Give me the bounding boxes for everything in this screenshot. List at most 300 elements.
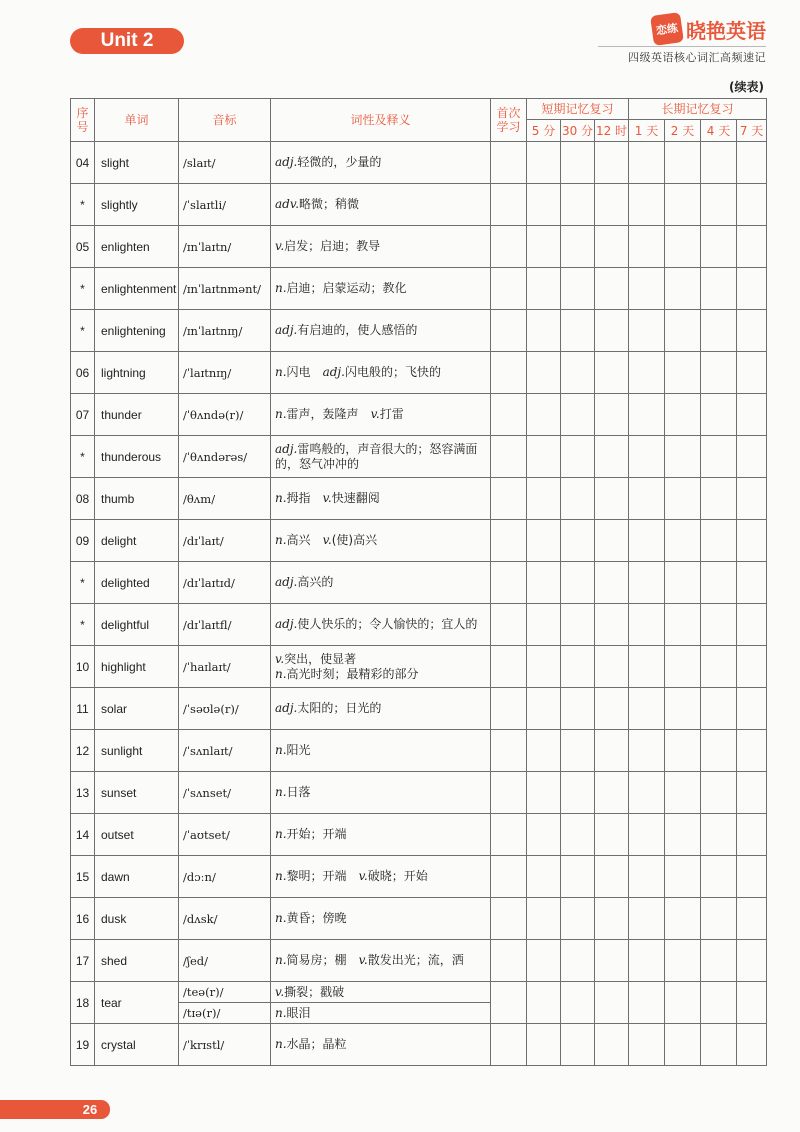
word-cell: sunlight (95, 730, 179, 772)
phonetic-cell: /ˈθʌndərəs/ (179, 436, 271, 478)
word-cell: delighted (95, 562, 179, 604)
review-checkbox-cell[interactable] (595, 772, 629, 814)
col-word-header: 单词 (95, 99, 179, 142)
review-checkbox-cell[interactable] (561, 982, 595, 1024)
definition-cell (271, 268, 491, 310)
phonetic-cell: /ˈlaɪtnɪŋ/ (179, 352, 271, 394)
review-checkbox-cell[interactable] (527, 520, 561, 562)
review-checkbox-cell[interactable] (665, 226, 701, 268)
table-row (71, 268, 767, 310)
phonetic-cell: /dɪˈlaɪtɪd/ (179, 562, 271, 604)
review-checkbox-cell[interactable] (629, 310, 665, 352)
review-checkbox-cell[interactable] (665, 814, 701, 856)
review-checkbox-cell[interactable] (701, 310, 737, 352)
part-of-speech: v. (358, 869, 368, 883)
phonetic-cell: /ʃed/ (179, 940, 271, 982)
review-checkbox-cell[interactable] (595, 1024, 629, 1066)
meaning-text: 快速翻阅 (331, 491, 380, 505)
review-checkbox-cell[interactable] (629, 268, 665, 310)
review-checkbox-cell[interactable] (701, 268, 737, 310)
word-cell: shed (95, 940, 179, 982)
review-checkbox-cell[interactable] (737, 226, 767, 268)
phonetic-cell: /ˈkrɪstl/ (179, 1024, 271, 1066)
word-cell: delight (95, 520, 179, 562)
review-checkbox-cell[interactable] (629, 688, 665, 730)
table-row (71, 562, 767, 604)
row-number: 04 (71, 142, 95, 184)
review-checkbox-cell[interactable] (665, 184, 701, 226)
meaning-text: 雷声，轰隆声 (286, 407, 359, 421)
review-checkbox-cell[interactable] (491, 898, 527, 940)
brand (652, 14, 766, 44)
review-checkbox-cell[interactable] (665, 856, 701, 898)
review-checkbox-cell[interactable] (629, 394, 665, 436)
review-checkbox-cell[interactable] (665, 898, 701, 940)
meaning-text: 黎明；开端 (286, 869, 347, 883)
phonetic-cell: /dɪˈlaɪt/ (179, 520, 271, 562)
phonetic-cell: /ɪnˈlaɪtnɪŋ/ (179, 310, 271, 352)
review-checkbox-cell[interactable] (701, 184, 737, 226)
review-checkbox-cell[interactable] (629, 982, 665, 1024)
part-of-speech: v. (275, 984, 285, 999)
review-checkbox-cell[interactable] (561, 226, 595, 268)
part-of-speech: n. (275, 491, 287, 505)
word-cell: thunderous (95, 436, 179, 478)
review-checkbox-cell[interactable] (737, 604, 767, 646)
meaning-text: 太阳的；日光的 (297, 701, 382, 715)
definition-cell (271, 688, 491, 730)
review-checkbox-cell[interactable] (665, 478, 701, 520)
review-checkbox-cell[interactable] (527, 940, 561, 982)
row-number: 09 (71, 520, 95, 562)
review-checkbox-cell[interactable] (595, 814, 629, 856)
review-checkbox-cell[interactable] (737, 520, 767, 562)
col-ipa-header: 音标 (179, 99, 271, 142)
review-checkbox-cell[interactable] (561, 1024, 595, 1066)
review-checkbox-cell[interactable] (595, 394, 629, 436)
review-checkbox-cell[interactable] (701, 478, 737, 520)
review-checkbox-cell[interactable] (491, 478, 527, 520)
review-checkbox-cell[interactable] (527, 1024, 561, 1066)
review-checkbox-cell[interactable] (491, 394, 527, 436)
definition-cell (271, 940, 491, 982)
interval-12h: 12 时 (595, 120, 629, 142)
review-checkbox-cell[interactable] (595, 646, 629, 688)
review-checkbox-cell[interactable] (595, 352, 629, 394)
review-checkbox-cell[interactable] (737, 142, 767, 184)
part-of-speech: n. (275, 1005, 287, 1020)
review-checkbox-cell[interactable] (737, 856, 767, 898)
review-checkbox-cell[interactable] (665, 604, 701, 646)
review-checkbox-cell[interactable] (527, 310, 561, 352)
review-checkbox-cell[interactable] (595, 604, 629, 646)
review-checkbox-cell[interactable] (737, 352, 767, 394)
table-row (71, 982, 767, 1003)
word-cell: lightning (95, 352, 179, 394)
col-long-term-header: 长期记忆复习 (629, 99, 767, 120)
review-checkbox-cell[interactable] (701, 142, 737, 184)
review-checkbox-cell[interactable] (701, 814, 737, 856)
review-checkbox-cell[interactable] (527, 730, 561, 772)
phonetic-cell: /slaɪt/ (179, 142, 271, 184)
review-checkbox-cell[interactable] (595, 982, 629, 1024)
review-checkbox-cell[interactable] (491, 226, 527, 268)
review-checkbox-cell[interactable] (595, 730, 629, 772)
review-checkbox-cell[interactable] (561, 562, 595, 604)
review-checkbox-cell[interactable] (595, 310, 629, 352)
review-checkbox-cell[interactable] (737, 646, 767, 688)
word-cell: tear (95, 982, 179, 1024)
review-checkbox-cell[interactable] (595, 562, 629, 604)
meaning-text: 雷鸣般的，声音很大的；怒容满面的，怒气冲冲的 (275, 441, 478, 471)
review-checkbox-cell[interactable] (527, 478, 561, 520)
review-checkbox-cell[interactable] (629, 352, 665, 394)
meaning-text: 突出，使显著 (284, 651, 357, 666)
footer-bar (0, 1100, 72, 1119)
row-number: * (71, 436, 95, 478)
review-checkbox-cell[interactable] (629, 436, 665, 478)
row-number: * (71, 268, 95, 310)
review-checkbox-cell[interactable] (527, 772, 561, 814)
meaning-text: 高兴 (286, 533, 311, 547)
review-checkbox-cell[interactable] (491, 520, 527, 562)
review-checkbox-cell[interactable] (527, 268, 561, 310)
review-checkbox-cell[interactable] (491, 142, 527, 184)
review-checkbox-cell[interactable] (701, 1024, 737, 1066)
review-checkbox-cell[interactable] (737, 436, 767, 478)
review-checkbox-cell[interactable] (527, 184, 561, 226)
review-checkbox-cell[interactable] (629, 562, 665, 604)
word-cell: enlightening (95, 310, 179, 352)
interval-4day: 4 天 (701, 120, 737, 142)
review-checkbox-cell[interactable] (595, 184, 629, 226)
review-checkbox-cell[interactable] (491, 352, 527, 394)
review-checkbox-cell[interactable] (665, 646, 701, 688)
review-checkbox-cell[interactable] (491, 436, 527, 478)
review-checkbox-cell[interactable] (665, 352, 701, 394)
review-checkbox-cell[interactable] (701, 898, 737, 940)
review-checkbox-cell[interactable] (737, 772, 767, 814)
row-number: 08 (71, 478, 95, 520)
part-of-speech: n. (275, 743, 287, 757)
review-checkbox-cell[interactable] (491, 562, 527, 604)
review-checkbox-cell[interactable] (595, 142, 629, 184)
meaning-text: 撕裂；戳破 (284, 984, 345, 999)
review-checkbox-cell[interactable] (561, 310, 595, 352)
meaning-text: 启迪；启蒙运动；教化 (286, 281, 407, 295)
review-checkbox-cell[interactable] (737, 940, 767, 982)
review-checkbox-cell[interactable] (527, 142, 561, 184)
review-checkbox-cell[interactable] (527, 646, 561, 688)
meaning-text: 轻微的，少量的 (297, 155, 382, 169)
review-checkbox-cell[interactable] (665, 688, 701, 730)
review-checkbox-cell[interactable] (665, 772, 701, 814)
interval-7day: 7 天 (737, 120, 767, 142)
meaning-text: 阳光 (286, 743, 311, 757)
review-checkbox-cell[interactable] (665, 520, 701, 562)
definition-cell (271, 478, 491, 520)
review-checkbox-cell[interactable] (701, 604, 737, 646)
review-checkbox-cell[interactable] (491, 688, 527, 730)
part-of-speech: adv. (275, 197, 300, 211)
part-of-speech: adj. (275, 701, 298, 715)
review-checkbox-cell[interactable] (561, 520, 595, 562)
col-short-term-header: 短期记忆复习 (527, 99, 629, 120)
review-checkbox-cell[interactable] (737, 478, 767, 520)
part-of-speech: adj. (275, 155, 298, 169)
review-checkbox-cell[interactable] (701, 688, 737, 730)
meaning-text: 眼泪 (286, 1005, 311, 1020)
review-checkbox-cell[interactable] (491, 604, 527, 646)
part-of-speech: v. (358, 953, 368, 967)
review-checkbox-cell[interactable] (527, 688, 561, 730)
meaning-text: 破晓；开始 (367, 869, 428, 883)
definition-cell (271, 646, 491, 688)
review-checkbox-cell[interactable] (701, 772, 737, 814)
review-checkbox-cell[interactable] (629, 1024, 665, 1066)
review-checkbox-cell[interactable] (629, 604, 665, 646)
part-of-speech: v. (322, 533, 332, 547)
review-checkbox-cell[interactable] (737, 394, 767, 436)
review-checkbox-cell[interactable] (701, 856, 737, 898)
review-checkbox-cell[interactable] (595, 226, 629, 268)
review-checkbox-cell[interactable] (561, 184, 595, 226)
review-checkbox-cell[interactable] (561, 352, 595, 394)
review-checkbox-cell[interactable] (665, 562, 701, 604)
review-checkbox-cell[interactable] (629, 646, 665, 688)
phonetic-cell: /ˈsʌnlaɪt/ (179, 730, 271, 772)
review-checkbox-cell[interactable] (561, 772, 595, 814)
review-checkbox-cell[interactable] (527, 898, 561, 940)
row-number: 16 (71, 898, 95, 940)
table-row (71, 352, 767, 394)
definition-cell (271, 730, 491, 772)
review-checkbox-cell[interactable] (527, 352, 561, 394)
review-checkbox-cell[interactable] (491, 940, 527, 982)
review-checkbox-cell[interactable] (561, 478, 595, 520)
table-row (71, 772, 767, 814)
word-cell: highlight (95, 646, 179, 688)
review-checkbox-cell[interactable] (701, 394, 737, 436)
review-checkbox-cell[interactable] (491, 1024, 527, 1066)
review-checkbox-cell[interactable] (561, 856, 595, 898)
review-checkbox-cell[interactable] (491, 646, 527, 688)
word-cell: slight (95, 142, 179, 184)
meaning-text: 闪电 (286, 365, 311, 379)
vocabulary-table (70, 98, 767, 1066)
review-checkbox-cell[interactable] (665, 142, 701, 184)
meaning-text: 开始；开端 (286, 827, 347, 841)
row-number: 14 (71, 814, 95, 856)
review-checkbox-cell[interactable] (629, 772, 665, 814)
review-checkbox-cell[interactable] (665, 436, 701, 478)
review-checkbox-cell[interactable] (665, 394, 701, 436)
part-of-speech: v. (370, 407, 380, 421)
review-checkbox-cell[interactable] (701, 730, 737, 772)
definition-cell (271, 394, 491, 436)
definition-cell (271, 856, 491, 898)
review-checkbox-cell[interactable] (665, 982, 701, 1024)
header-rule (598, 46, 766, 47)
part-of-speech: n. (275, 533, 287, 547)
review-checkbox-cell[interactable] (737, 184, 767, 226)
review-checkbox-cell[interactable] (737, 814, 767, 856)
review-checkbox-cell[interactable] (737, 1024, 767, 1066)
review-checkbox-cell[interactable] (561, 688, 595, 730)
table-row (71, 814, 767, 856)
series-title: 四级英语核心词汇高频速记 (628, 51, 766, 64)
review-checkbox-cell[interactable] (527, 856, 561, 898)
definition-cell (271, 1024, 491, 1066)
review-checkbox-cell[interactable] (701, 562, 737, 604)
meaning-text: 高光时刻；最精彩的部分 (286, 666, 419, 681)
review-checkbox-cell[interactable] (491, 310, 527, 352)
review-checkbox-cell[interactable] (595, 688, 629, 730)
review-checkbox-cell[interactable] (701, 520, 737, 562)
review-checkbox-cell[interactable] (629, 940, 665, 982)
review-checkbox-cell[interactable] (595, 478, 629, 520)
table-row (71, 730, 767, 772)
row-number: 12 (71, 730, 95, 772)
review-checkbox-cell[interactable] (701, 982, 737, 1024)
review-checkbox-cell[interactable] (629, 478, 665, 520)
row-number: 10 (71, 646, 95, 688)
definition-cell (271, 184, 491, 226)
phonetic-cell: /ɪnˈlaɪtnmənt/ (179, 268, 271, 310)
row-number: 13 (71, 772, 95, 814)
part-of-speech: v. (322, 491, 332, 505)
review-checkbox-cell[interactable] (561, 940, 595, 982)
review-checkbox-cell[interactable] (595, 520, 629, 562)
phonetic-cell: /ˈslaɪtli/ (179, 184, 271, 226)
review-checkbox-cell[interactable] (737, 310, 767, 352)
review-checkbox-cell[interactable] (527, 814, 561, 856)
review-checkbox-cell[interactable] (491, 730, 527, 772)
review-checkbox-cell[interactable] (491, 856, 527, 898)
meaning-text: 简易房；棚 (286, 953, 347, 967)
review-checkbox-cell[interactable] (629, 814, 665, 856)
table-row (71, 604, 767, 646)
word-cell: crystal (95, 1024, 179, 1066)
review-checkbox-cell[interactable] (665, 730, 701, 772)
definition-cell (271, 772, 491, 814)
definition-cell (271, 604, 491, 646)
review-checkbox-cell[interactable] (665, 268, 701, 310)
review-checkbox-cell[interactable] (701, 436, 737, 478)
review-checkbox-cell[interactable] (491, 772, 527, 814)
review-checkbox-cell[interactable] (527, 562, 561, 604)
definition-cell (271, 814, 491, 856)
review-checkbox-cell[interactable] (561, 646, 595, 688)
meaning-text: 有启迪的，使人感悟的 (297, 323, 418, 337)
meaning-text: 日落 (286, 785, 311, 799)
review-checkbox-cell[interactable] (737, 688, 767, 730)
review-checkbox-cell[interactable] (665, 940, 701, 982)
review-checkbox-cell[interactable] (737, 268, 767, 310)
review-checkbox-cell[interactable] (561, 394, 595, 436)
part-of-speech: v. (275, 239, 285, 253)
review-checkbox-cell[interactable] (527, 436, 561, 478)
word-cell: thumb (95, 478, 179, 520)
review-checkbox-cell[interactable] (491, 184, 527, 226)
review-checkbox-cell[interactable] (737, 982, 767, 1024)
review-checkbox-cell[interactable] (561, 436, 595, 478)
review-checkbox-cell[interactable] (561, 730, 595, 772)
word-cell: delightful (95, 604, 179, 646)
review-checkbox-cell[interactable] (595, 940, 629, 982)
review-checkbox-cell[interactable] (561, 142, 595, 184)
phonetic-cell: /ɪnˈlaɪtn/ (179, 226, 271, 268)
review-checkbox-cell[interactable] (527, 604, 561, 646)
col-num-header: 序号 (71, 99, 95, 142)
review-checkbox-cell[interactable] (629, 898, 665, 940)
table-row (71, 1024, 767, 1066)
table-row (71, 478, 767, 520)
review-checkbox-cell[interactable] (561, 898, 595, 940)
row-number: * (71, 184, 95, 226)
part-of-speech: n. (275, 407, 287, 421)
review-checkbox-cell[interactable] (595, 436, 629, 478)
review-checkbox-cell[interactable] (595, 898, 629, 940)
review-checkbox-cell[interactable] (527, 982, 561, 1024)
definition-cell (271, 142, 491, 184)
review-checkbox-cell[interactable] (561, 814, 595, 856)
review-checkbox-cell[interactable] (491, 982, 527, 1024)
definition-cell (271, 982, 491, 1003)
part-of-speech: n. (275, 281, 287, 295)
review-checkbox-cell[interactable] (737, 562, 767, 604)
phonetic-cell: /ˈsəʊlə(r)/ (179, 688, 271, 730)
review-checkbox-cell[interactable] (737, 898, 767, 940)
table-row (71, 646, 767, 688)
word-cell: slightly (95, 184, 179, 226)
review-checkbox-cell[interactable] (701, 646, 737, 688)
review-checkbox-cell[interactable] (561, 268, 595, 310)
review-checkbox-cell[interactable] (629, 730, 665, 772)
review-checkbox-cell[interactable] (701, 940, 737, 982)
meaning-text: 水晶；晶粒 (286, 1037, 347, 1051)
review-checkbox-cell[interactable] (595, 856, 629, 898)
review-checkbox-cell[interactable] (701, 352, 737, 394)
review-checkbox-cell[interactable] (665, 310, 701, 352)
brand-logo-icon: 恋练 (650, 12, 684, 46)
review-checkbox-cell[interactable] (665, 1024, 701, 1066)
part-of-speech: adj. (275, 575, 298, 589)
review-checkbox-cell[interactable] (629, 142, 665, 184)
row-number: * (71, 310, 95, 352)
review-checkbox-cell[interactable] (629, 226, 665, 268)
review-checkbox-cell[interactable] (491, 814, 527, 856)
review-checkbox-cell[interactable] (527, 394, 561, 436)
word-cell: thunder (95, 394, 179, 436)
review-checkbox-cell[interactable] (595, 268, 629, 310)
review-checkbox-cell[interactable] (737, 730, 767, 772)
row-number: * (71, 562, 95, 604)
review-checkbox-cell[interactable] (561, 604, 595, 646)
review-checkbox-cell[interactable] (629, 856, 665, 898)
interval-5min: 5 分 (527, 120, 561, 142)
review-checkbox-cell[interactable] (629, 184, 665, 226)
meaning-text: 启发；启迪；教导 (284, 239, 381, 253)
table-row (71, 436, 767, 478)
review-checkbox-cell[interactable] (701, 226, 737, 268)
part-of-speech: adj. (275, 323, 298, 337)
interval-30min: 30 分 (561, 120, 595, 142)
review-checkbox-cell[interactable] (629, 520, 665, 562)
phonetic-cell: /θʌm/ (179, 478, 271, 520)
review-checkbox-cell[interactable] (527, 226, 561, 268)
review-checkbox-cell[interactable] (491, 268, 527, 310)
